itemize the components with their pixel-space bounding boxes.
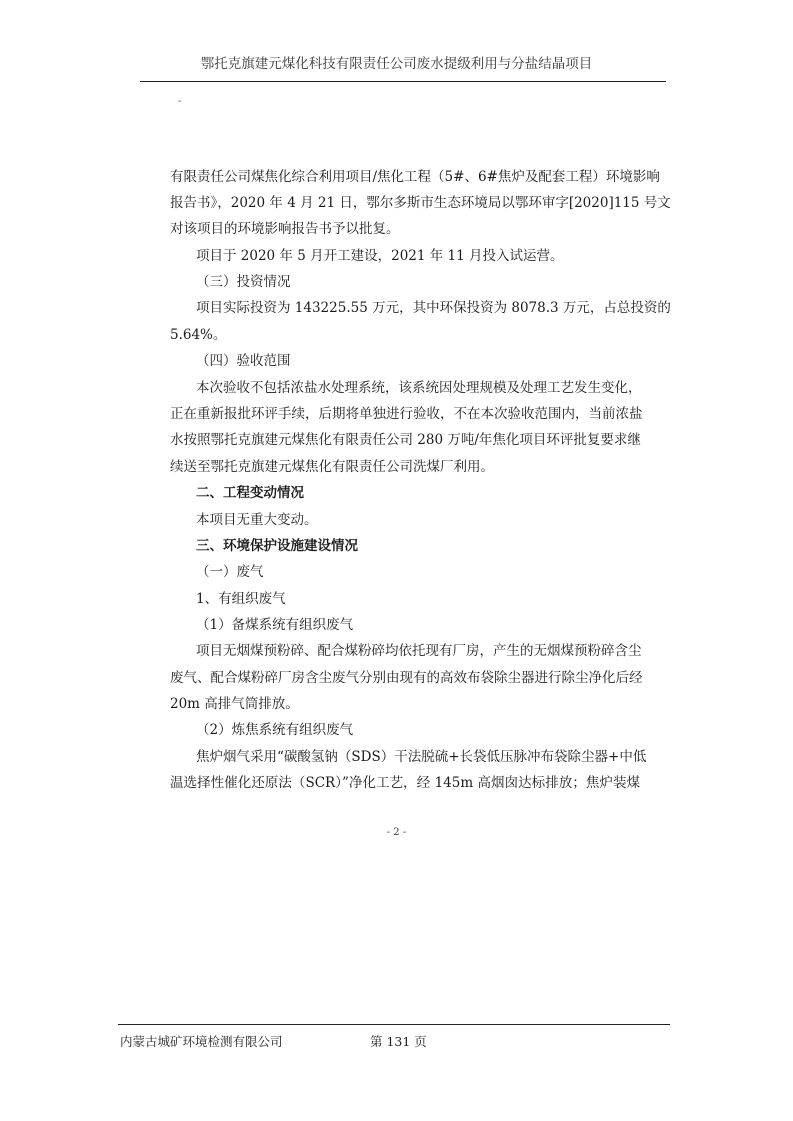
paragraph-line: 有限责任公司煤焦化综合利用项目/焦化工程（5#、6#焦炉及配套工程）环境影响 — [170, 169, 660, 185]
footer-rule — [118, 1024, 670, 1025]
section-heading: 二、工程变动情况 — [196, 485, 304, 501]
paragraph-line: 项目于 2020 年 5 月开工建设，2021 年 11 月投入试运营。 — [196, 248, 564, 264]
subsection-heading: （四）验收范围 — [196, 353, 291, 369]
inner-page-number: - 2 - — [386, 827, 407, 838]
subsection-heading: 1、有组织废气 — [196, 591, 286, 607]
paragraph-line: 20m 高排气筒排放。 — [170, 696, 299, 712]
paragraph-line: 正在重新报批环评手续，后期将单独进行验收，不在本次验收范围内，当前浓盐 — [170, 406, 643, 422]
paragraph-line: 报告书》，2020 年 4 月 21 日，鄂尔多斯市生态环境局以鄂环审字[2020]115 号文 — [170, 195, 671, 211]
paragraph-line: 续送至鄂托克旗建元煤焦化有限责任公司洗煤厂利用。 — [170, 459, 494, 475]
paragraph-line: 废气、配合煤粉碎厂房含尘废气分别由现有的高效布袋除尘器进行除尘净化后经 — [170, 670, 643, 686]
paragraph-line: 温选择性催化还原法（SCR）”净化工艺，经 145m 高烟囱达标排放；焦炉装煤 — [170, 775, 640, 791]
footer-company: 内蒙古城矿环境检测有限公司 — [120, 1034, 283, 1049]
subsection-heading: （1）备煤系统有组织废气 — [196, 617, 354, 633]
subsection-heading: （一）废气 — [196, 564, 264, 580]
section-heading: 三、环境保护设施建设情况 — [196, 538, 358, 554]
paragraph-line: 焦炉烟气采用“碳酸氢钠（SDS）干法脱硫+长袋低压脉冲布袋除尘器+中低 — [196, 749, 647, 765]
subsection-heading: （三）投资情况 — [196, 274, 291, 290]
subsection-heading: （2）炼焦系统有组织废气 — [196, 722, 354, 738]
paragraph-line: 本次验收不包括浓盐水处理系统，该系统因处理规模及处理工艺发生变化， — [196, 380, 642, 396]
paragraph-line: 水按照鄂托克旗建元煤焦化有限责任公司 280 万吨/年焦化项目环评批复要求继 — [170, 432, 641, 448]
paragraph-line: 对该项目的环境影响报告书予以批复。 — [170, 221, 400, 237]
paragraph-line: 5.64%。 — [170, 327, 227, 343]
paragraph-line: 项目无烟煤预粉碎、配合煤粉碎均依托现有厂房，产生的无烟煤预粉碎含尘 — [196, 643, 642, 659]
scan-speck: - — [178, 96, 182, 107]
paragraph-line: 项目实际投资为 143225.55 万元，其中环保投资为 8078.3 万元，占总投资的 — [196, 300, 671, 316]
footer-page-label: 第 131 页 — [370, 1034, 427, 1049]
header-rule — [140, 81, 666, 82]
paragraph-line: 本项目无重大变动。 — [196, 512, 318, 528]
document-header-title: 鄂托克旗建元煤化科技有限责任公司废水提级利用与分盐结晶项目 — [200, 56, 593, 72]
